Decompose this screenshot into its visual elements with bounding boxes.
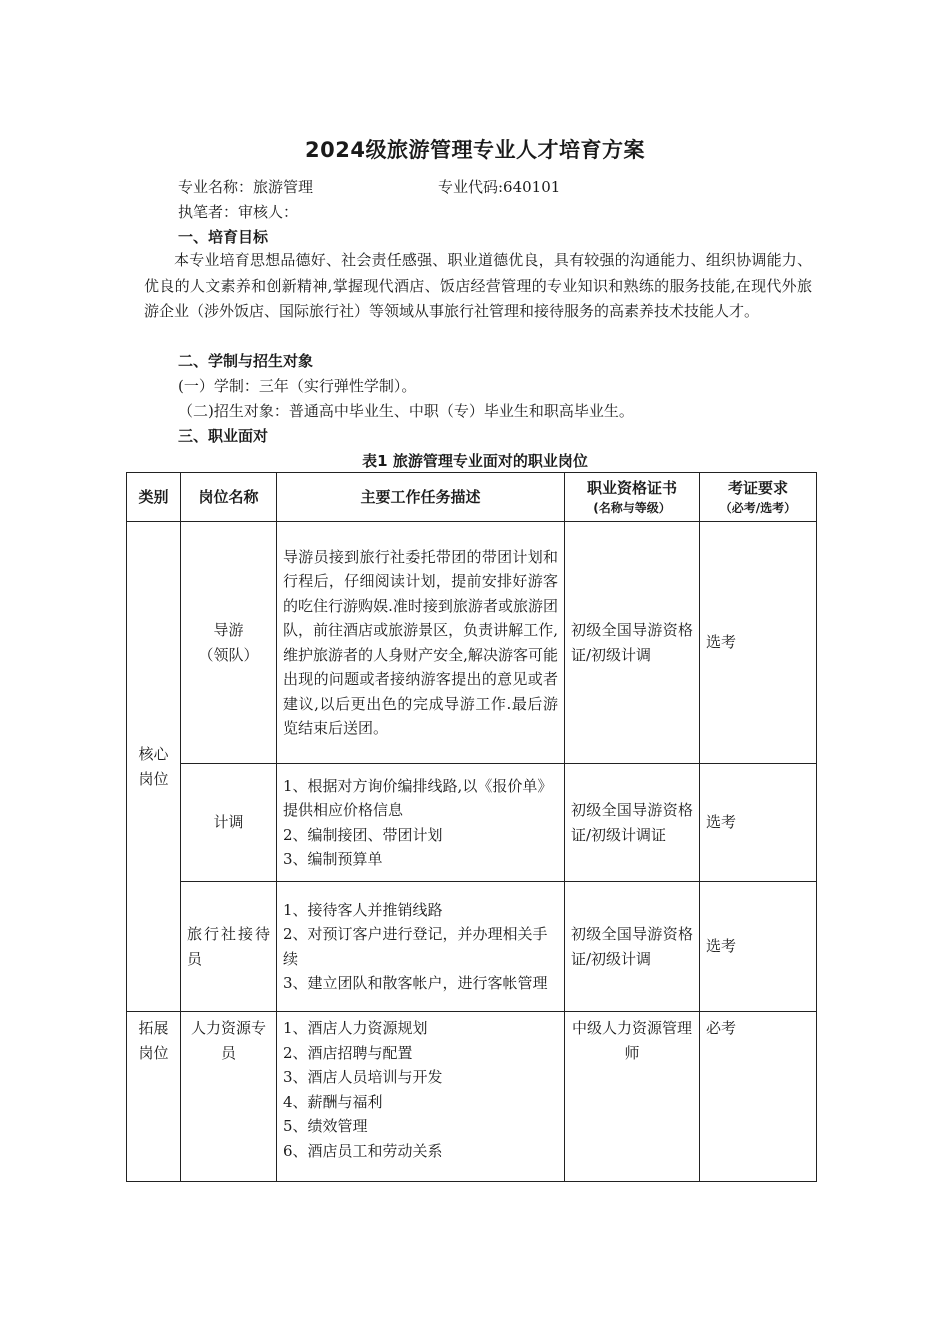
major-name: 专业名称：旅游管理 bbox=[178, 178, 314, 196]
position-cell: 旅行社接待员 bbox=[181, 882, 277, 1012]
category-cell: 核心岗位 bbox=[127, 522, 181, 1012]
position-cell: 计调 bbox=[181, 764, 277, 882]
section2-item2: （二)招生对象：普通高中毕业生、中职（专）毕业生和职高毕业生。 bbox=[178, 402, 634, 420]
task-item: 3、建立团队和散客帐户，进行客帐管理 bbox=[283, 974, 548, 992]
category-cell: 拓展岗位 bbox=[127, 1012, 181, 1182]
tasks-cell bbox=[277, 522, 565, 764]
document-title: 2024级旅游管理专业人才培育方案 bbox=[305, 138, 645, 162]
cert-cell: 初级全国导游资格证/初级计调 bbox=[565, 522, 700, 764]
task-item: 2、酒店招聘与配置 bbox=[283, 1043, 413, 1062]
table-row bbox=[127, 764, 817, 882]
section1-body: 本专业培育思想品德好、社会责任感强、职业道德优良，具有较强的沟通能力、组织协调能力、优良的人文素养和创新精神,掌握现代酒店、饭店经营管理的专业知识和熟练的服务技能,在现代外旅游企业（涉外饭店、国际旅行社）等领域从事旅行社管理和接待服务的高素养技术技能人才。 bbox=[144, 251, 812, 320]
table-row bbox=[127, 522, 817, 764]
section2-heading: 二、学制与招生对象 bbox=[178, 352, 314, 370]
task-item: 5、绩效管理 bbox=[283, 1117, 368, 1135]
cert-cell: 初级全国导游资格证/初级计调 bbox=[565, 882, 700, 1012]
cert-cell: 初级全国导游资格证/初级计调证 bbox=[565, 764, 700, 882]
section2-item1: (一）学制：三年（实行弹性学制）。 bbox=[178, 377, 417, 395]
cert-cell: 中级人力资源管理师 bbox=[565, 1012, 700, 1182]
section3-heading: 三、职业面对 bbox=[178, 427, 269, 445]
task-item: 3、编制预算单 bbox=[283, 850, 383, 868]
tasks-cell bbox=[277, 1012, 565, 1182]
header-requirement: 考证要求 （必考/选考） bbox=[700, 473, 817, 522]
jobs-table bbox=[126, 472, 817, 1182]
requirement-cell: 选考 bbox=[700, 764, 817, 882]
task-item: 4、薪酬与福利 bbox=[283, 1092, 383, 1111]
table-row bbox=[127, 882, 817, 1012]
authors-line: 执笔者：审核人： bbox=[178, 203, 299, 221]
task-item: 1、酒店人力资源规划 bbox=[283, 1019, 428, 1037]
section1-heading: 一、培育目标 bbox=[178, 228, 269, 246]
task-item: 3、酒店人员培训与开发 bbox=[283, 1068, 443, 1086]
header-cert: 职业资格证书 (名称与等级） bbox=[565, 473, 700, 522]
position-cell bbox=[181, 522, 277, 764]
position-subname: （领队） bbox=[198, 645, 259, 664]
table-caption: 表1 旅游管理专业面对的职业岗位 bbox=[362, 452, 588, 470]
header-category: 类别 bbox=[127, 473, 181, 522]
header-position: 岗位名称 bbox=[181, 473, 277, 522]
task-item: 导游员接到旅行社委托带团的带团计划和行程后，仔细阅读计划，提前安排好游客的吃住行游购娱.准时接到旅游者或旅游团队，前往酒店或旅游景区，负责讲解工作,维护旅游者的人身财产安全,解决游客可能出现的问题或者接纳游客提出的意见或者建议,以后更出色的完成导游工作.最后游览结束后送团。 bbox=[283, 547, 558, 737]
table-row bbox=[127, 1012, 817, 1182]
requirement-cell: 必考 bbox=[700, 1012, 817, 1182]
task-item: 1、根据对方询价编排线路,以《报价单》提供相应价格信息 bbox=[283, 776, 553, 819]
position-name: 导游 bbox=[213, 621, 244, 639]
task-item: 1、接待客人并推销线路 bbox=[283, 900, 443, 919]
header-tasks: 主要工作任务描述 bbox=[277, 473, 565, 522]
requirement-cell: 选考 bbox=[700, 522, 817, 764]
table-header-row bbox=[127, 473, 817, 522]
tasks-cell bbox=[277, 882, 565, 1012]
tasks-cell bbox=[277, 764, 565, 882]
major-code: 专业代码:640101 bbox=[438, 178, 561, 196]
position-cell: 人力资源专员 bbox=[181, 1012, 277, 1182]
task-item: 2、对预订客户进行登记，并办理相关手续 bbox=[283, 925, 548, 968]
task-item: 6、酒店员工和劳动关系 bbox=[283, 1141, 443, 1160]
task-item: 2、编制接团、带团计划 bbox=[283, 825, 443, 844]
requirement-cell: 选考 bbox=[700, 882, 817, 1012]
